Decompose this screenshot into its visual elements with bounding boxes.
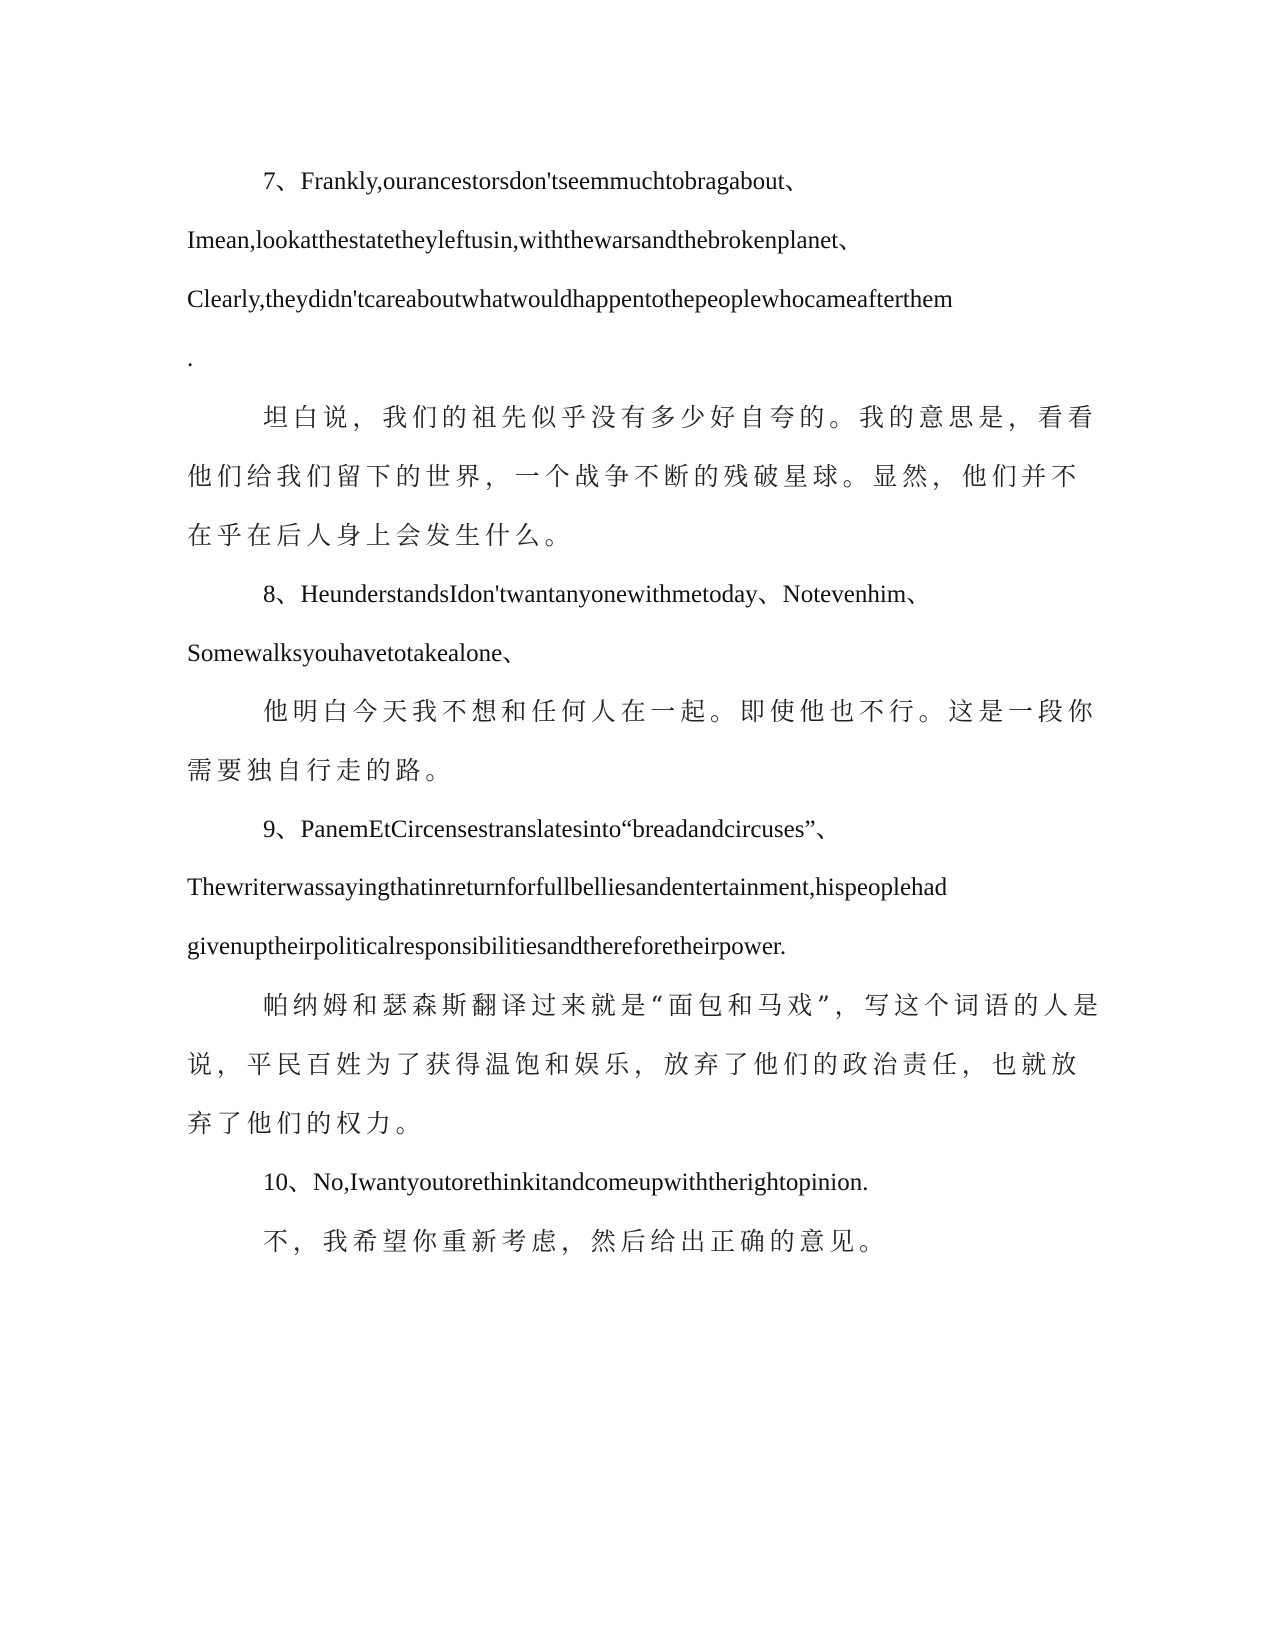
p10-zh-line-1: 不，我希望你重新考虑，然后给出正确的意见。	[263, 1227, 889, 1256]
p7-zh-line-2: 他们给我们留下的世界，一个战争不断的残破星球。显然，他们并不	[187, 462, 1082, 491]
p7-zh-line-3: 在乎在后人身上会发生什么。	[187, 521, 575, 550]
p9-en-line-2: Thewriterwassayingthatinreturnforfullbelliesandentertainment,hispeoplehad	[187, 874, 948, 901]
p7-en-line-4: .	[187, 345, 194, 372]
p9-en-line-3: givenuptheirpoliticalresponsibilitiesandthereforetheirpower.	[187, 933, 787, 960]
p9-zh-line-3: 弃了他们的权力。	[187, 1109, 426, 1138]
p9-zh-line-2: 说，平民百姓为了获得温饱和娱乐，放弃了他们的政治责任，也就放	[187, 1050, 1082, 1079]
p8-zh-line-2: 需要独自行走的路。	[187, 756, 456, 785]
p7-zh-line-1: 坦白说，我们的祖先似乎没有多少好自夸的。我的意思是，看看	[263, 403, 1098, 432]
p10-en-line-1: 10、No,Iwantyoutorethinkitandcomeupwiththerightopinion.	[263, 1169, 869, 1196]
p8-en-line-1: 8、HeunderstandsIdon'twantanyonewithmetoday、Notevenhim、	[263, 581, 932, 608]
p7-en-line-3: Clearly,theydidn'tcareaboutwhatwouldhappentothepeoplewhocameafterthem	[187, 286, 953, 313]
p9-en-line-1: 9、PanemEtCircensestranslatesinto“breadandcircuses”、	[263, 816, 841, 843]
p7-en-line-2: Imean,lookatthestatetheyleftusin,withthewarsandthebrokenplanet、	[187, 227, 864, 254]
p8-zh-line-1: 他明白今天我不想和任何人在一起。即使他也不行。这是一段你	[263, 697, 1098, 726]
p8-en-line-2: Somewalksyouhavetotakealone、	[187, 640, 528, 667]
p9-zh-line-1: 帕纳姆和瑟森斯翻译过来就是“面包和马戏”，写这个词语的人是	[263, 991, 1103, 1020]
p7-en-line-1: 7、Frankly,ourancestorsdon'tseemmuchtobragabout、	[263, 168, 810, 195]
